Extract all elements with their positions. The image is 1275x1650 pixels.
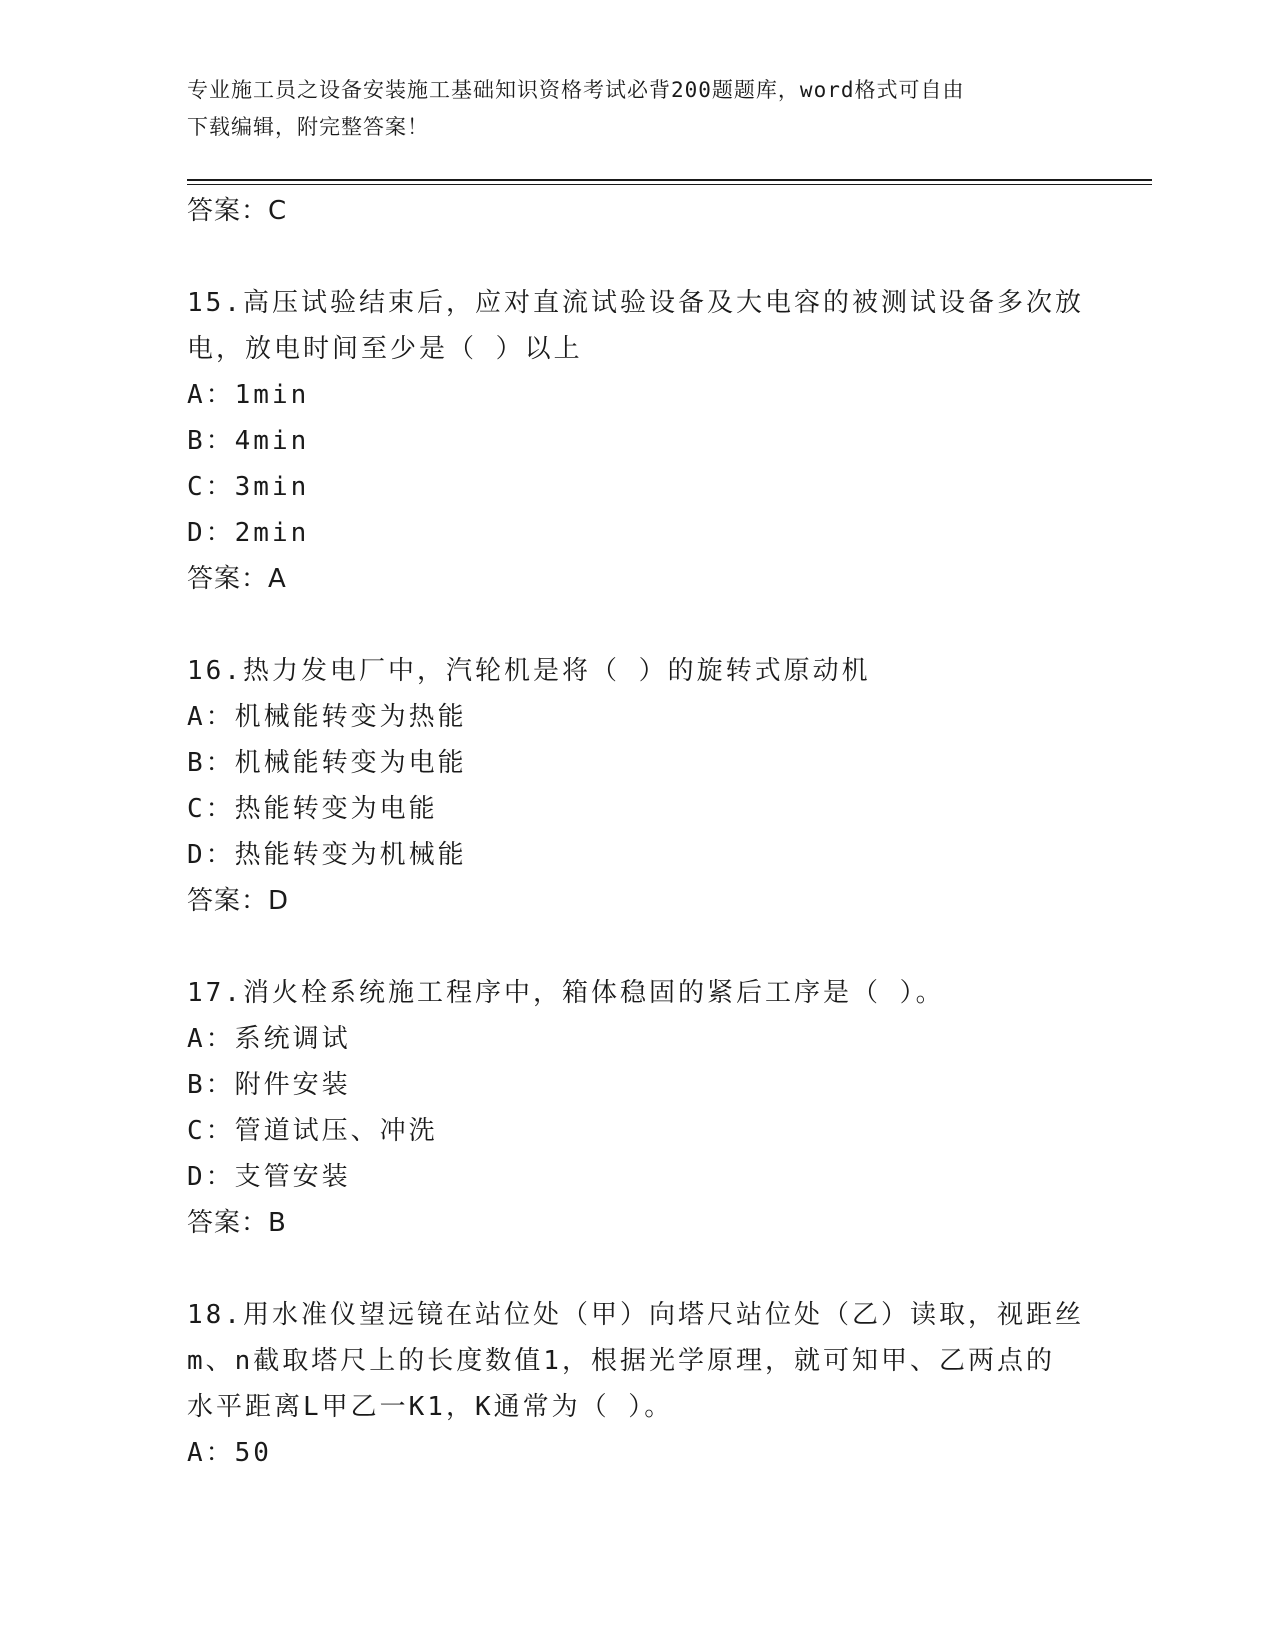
header-rule-bottom	[187, 184, 1152, 185]
header-rule-top	[187, 179, 1152, 181]
option-b: B：机械能转变为电能	[187, 748, 467, 778]
answer: 答案：A	[187, 564, 287, 594]
option-a: A：系统调试	[187, 1024, 351, 1054]
option-d: D：2min	[187, 518, 310, 548]
option-a: A：50	[187, 1438, 272, 1468]
question-15	[187, 280, 1087, 602]
option-b: B：4min	[187, 426, 310, 456]
question-text: 16.热力发电厂中，汽轮机是将（ ）的旋转式原动机	[187, 656, 871, 686]
option-d: D：热能转变为机械能	[187, 840, 467, 870]
option-c: C：管道试压、冲洗	[187, 1116, 438, 1146]
question-text: 水平距离L甲乙一K1，K通常为（ ）。	[187, 1392, 674, 1422]
option-b: B：附件安装	[187, 1070, 351, 1100]
question-text: 18.用水准仪望远镜在站位处（甲）向塔尺站位处（乙）读取，视距丝	[187, 1300, 1084, 1330]
question-16	[187, 648, 1087, 924]
answer: 答案：B	[187, 1208, 287, 1238]
option-d: D：支管安装	[187, 1162, 351, 1192]
previous-answer: 答案：C	[187, 196, 288, 226]
question-content	[187, 188, 1087, 1476]
header-line-1: 专业施工员之设备安装施工基础知识资格考试必背200题题库，word格式可自由	[187, 78, 965, 102]
document-header	[187, 72, 1067, 146]
question-text: 17.消火栓系统施工程序中，箱体稳固的紧后工序是（ ）。	[187, 978, 945, 1008]
question-text: 电，放电时间至少是（ ）以上	[187, 334, 583, 364]
question-text: 15.高压试验结束后，应对直流试验设备及大电容的被测试设备多次放	[187, 288, 1084, 318]
option-c: C：3min	[187, 472, 310, 502]
question-17	[187, 970, 1087, 1246]
question-18	[187, 1292, 1087, 1476]
option-a: A：机械能转变为热能	[187, 702, 467, 732]
question-text: m、n截取塔尺上的长度数值1，根据光学原理，就可知甲、乙两点的	[187, 1346, 1055, 1376]
option-a: A：1min	[187, 380, 310, 410]
header-line-2: 下载编辑，附完整答案！	[187, 115, 429, 139]
option-c: C：热能转变为电能	[187, 794, 438, 824]
answer: 答案：D	[187, 886, 290, 916]
